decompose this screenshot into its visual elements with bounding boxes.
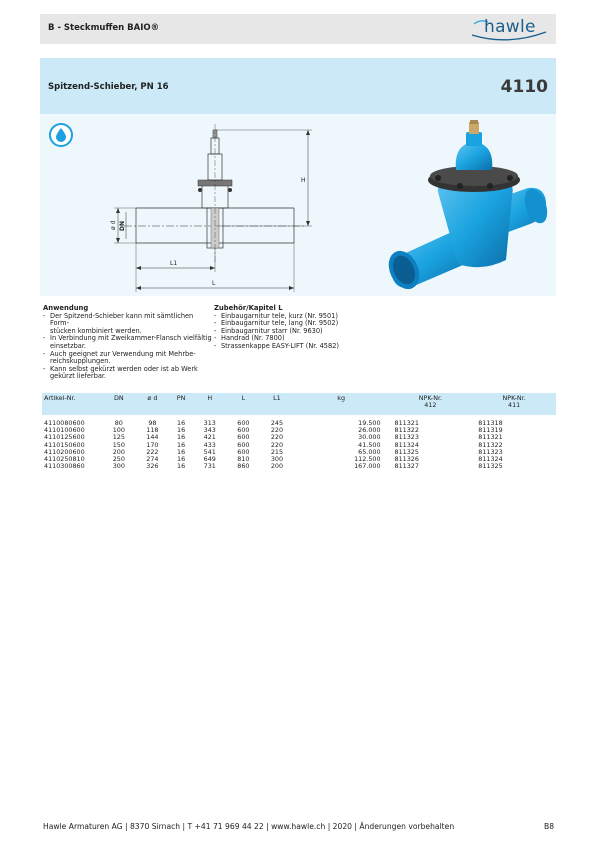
col-header-dn: DN (102, 393, 136, 415)
cell-kg: 167.000 (354, 462, 381, 471)
col-header-kg: kg (294, 393, 389, 415)
cell-l1: 220 (270, 433, 284, 442)
logo-text: hawle (484, 17, 536, 37)
cell-kg: 65.000 (358, 447, 381, 456)
application-item-cont: reichskupplungen. (50, 357, 111, 366)
cell-od: 170 (146, 440, 159, 449)
cell-npk412: 811325 (394, 447, 419, 456)
cell-h: 649 (203, 455, 216, 464)
application-item-cont: stücken kombiniert werden. (50, 326, 142, 335)
accessory-item: - Handrad (Nr. 7800) (214, 335, 414, 343)
cell-npk411: 811318 (478, 419, 503, 427)
cell-npk411: 811322 (478, 440, 503, 449)
dim-l1-label: L1 (170, 260, 178, 267)
cell-npk412: 811321 (394, 419, 419, 427)
cell-kg: 19.500 (358, 419, 381, 427)
cell-h: 433 (203, 440, 216, 449)
cell-od: 326 (146, 462, 159, 471)
page-number: B8 (544, 822, 555, 831)
cell-npk411: 811321 (478, 433, 503, 442)
product-header (40, 58, 556, 114)
accessory-item: - Einbaugarnitur tele, kurz (Nr. 9501) (214, 313, 414, 321)
cell-pn: 16 (177, 440, 186, 449)
table-row (42, 463, 556, 470)
product-title: Spitzend-Schieber, PN 16 (48, 82, 169, 92)
cell-npk412: 811323 (394, 433, 419, 442)
col-header-l: L (227, 393, 261, 415)
cell-dn: 100 (112, 426, 125, 435)
col-header-h: H (193, 393, 227, 415)
cell-h: 421 (203, 433, 216, 442)
table-header-row (42, 393, 556, 415)
cell-kg: 30.000 (358, 433, 381, 442)
cell-l: 860 (237, 462, 250, 471)
cell-npk412: 811327 (394, 462, 419, 471)
cell-pn: 16 (177, 433, 186, 442)
dim-dn-label: DN (119, 220, 126, 231)
application-item-cont: einsetzbar. (50, 341, 87, 350)
cell-h: 313 (203, 419, 216, 427)
cell-artikel: 4110100600 (44, 426, 85, 435)
cell-od: 222 (146, 447, 159, 456)
cell-pn: 16 (177, 455, 186, 464)
hawle-logo (468, 16, 550, 42)
cell-pn: 16 (177, 447, 186, 456)
water-drop-icon (49, 123, 73, 147)
cell-dn: 150 (112, 440, 125, 449)
accessories-section (214, 305, 414, 351)
cell-l1: 300 (270, 455, 284, 464)
cell-l: 600 (237, 440, 250, 449)
dim-l-label: L (212, 280, 216, 287)
spec-table (42, 393, 556, 470)
cell-artikel: 4110250810 (44, 455, 85, 464)
cell-od: 98 (148, 419, 157, 427)
section-header (40, 14, 556, 44)
product-photo (378, 120, 556, 296)
application-heading: Anwendung (43, 304, 89, 312)
application-item: - Der Spitzend-Schieber kann mit sämtlichen Form- (43, 313, 213, 328)
cell-od: 274 (146, 455, 159, 464)
col-header-npk412: NPK-Nr. 412 (389, 393, 473, 415)
col-header-artikel: Artikel-Nr. (42, 393, 102, 415)
cell-pn: 16 (177, 462, 186, 471)
cell-npk411: 811325 (478, 462, 503, 471)
application-item: - Kann selbst gekürzt werden oder ist ab Werk (43, 366, 213, 374)
cell-artikel: 4110125600 (44, 433, 85, 442)
cell-npk411: 811324 (478, 455, 503, 464)
cell-npk412: 811326 (394, 455, 419, 464)
cell-l1: 220 (270, 426, 284, 435)
cell-dn: 300 (112, 462, 125, 471)
cell-l: 810 (237, 455, 250, 464)
application-item-cont: gekürzt lieferbar. (50, 372, 107, 381)
cell-l1: 200 (270, 462, 284, 471)
cell-kg: 112.500 (354, 455, 381, 464)
cell-npk411: 811319 (478, 426, 503, 435)
cell-dn: 80 (114, 419, 123, 427)
dim-od-label: ø d (110, 220, 117, 230)
cell-h: 731 (203, 462, 216, 471)
application-section (43, 305, 213, 381)
cell-pn: 16 (177, 419, 186, 427)
cell-l1: 220 (270, 440, 284, 449)
cell-h: 541 (203, 447, 216, 456)
accessory-item: - Einbaugarnitur tele, lang (Nr. 9502) (214, 320, 414, 328)
cell-h: 343 (203, 426, 216, 435)
cell-l: 600 (237, 447, 250, 456)
col-header-pn: PN (169, 393, 193, 415)
accessories-heading: Zubehör/Kapitel L (214, 304, 283, 312)
cell-artikel: 4110150600 (44, 440, 85, 449)
technical-drawing (94, 124, 334, 294)
cell-artikel: 4110080600 (44, 419, 85, 427)
cell-l: 600 (237, 419, 250, 427)
cell-dn: 125 (112, 433, 125, 442)
cell-npk412: 811322 (394, 426, 419, 435)
page-footer: Hawle Armaturen AG | 8370 Sirnach | T +41 71 969 44 22 | www.hawle.ch | 2020 | Änderungen vorbehalten (43, 822, 455, 831)
cell-od: 118 (146, 426, 159, 435)
cell-pn: 16 (177, 426, 186, 435)
dim-h-label: H (301, 177, 306, 184)
col-header-od: ø d (136, 393, 170, 415)
cell-artikel: 4110200600 (44, 447, 85, 456)
cell-npk411: 811323 (478, 447, 503, 456)
accessory-item: - Einbaugarnitur starr (Nr. 9630) (214, 328, 414, 336)
col-header-l1: L1 (260, 393, 294, 415)
section-title: B - Steckmuffen BAIO® (48, 23, 160, 33)
cell-kg: 26.000 (358, 426, 381, 435)
cell-kg: 41.500 (358, 440, 381, 449)
cell-l: 600 (237, 426, 250, 435)
cell-artikel: 4110300860 (44, 462, 85, 471)
cell-dn: 200 (112, 447, 125, 456)
col-header-npk411: NPK-Nr. 411 (472, 393, 556, 415)
application-item: - Auch geeignet zur Verwendung mit Mehrbe- (43, 351, 213, 359)
cell-l1: 245 (270, 419, 284, 427)
product-number: 4110 (500, 77, 548, 97)
cell-od: 144 (146, 433, 159, 442)
cell-npk412: 811324 (394, 440, 419, 449)
cell-l: 600 (237, 433, 250, 442)
product-image-panel (40, 114, 556, 296)
application-item: - In Verbindung mit Zweikammer-Flansch vielfältig (43, 335, 213, 343)
cell-dn: 250 (112, 455, 125, 464)
accessory-item: - Strassenkappe EASY-LIFT (Nr. 4582) (214, 343, 414, 351)
cell-l1: 215 (270, 447, 284, 456)
